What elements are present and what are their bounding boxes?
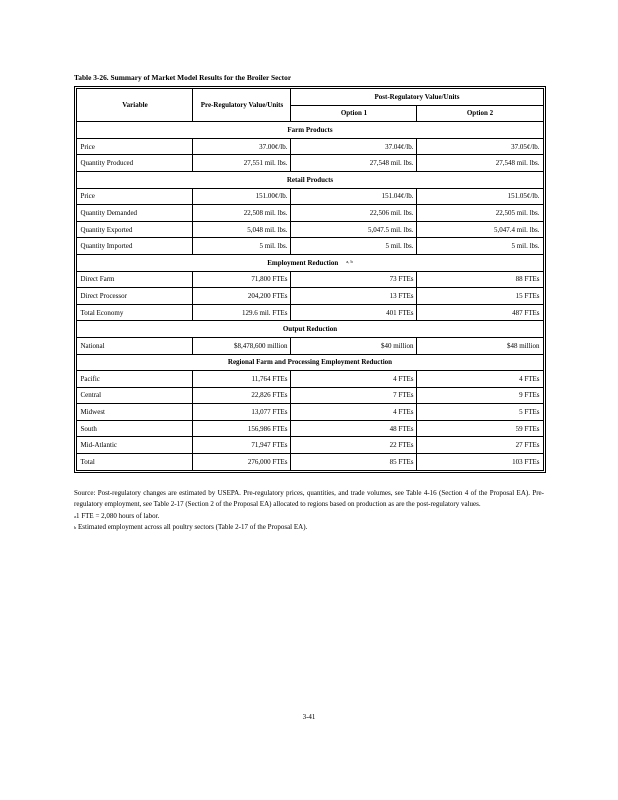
pre-regulatory-value: 71,947 FTEs	[193, 437, 291, 454]
source-note: Source: Post-regulatory changes are estimated by USEPA. Pre-regulatory prices, quantities, and trade volumes, see Table 4-16 (Section 4 of the Proposal EA). Pre-regulatory employment, see Table 2-17 (Section 2 of the Proposal EA) allocated to regions based on production as are the post-regulatory values.	[74, 489, 544, 509]
pre-regulatory-value: 37.00¢/lb.	[193, 138, 291, 155]
option-1-value: 7 FTEs	[291, 387, 417, 404]
section-header-row	[77, 321, 543, 338]
section-header-row	[77, 354, 543, 371]
table-caption: Table 3-26. Summary of Market Model Results for the Broiler Sector	[74, 73, 292, 82]
row-label: National	[77, 337, 193, 354]
table-row	[77, 404, 543, 421]
table-row	[77, 155, 543, 172]
option-2-value: 5 mil. lbs.	[417, 238, 543, 255]
option-2-value: 9 FTEs	[417, 387, 543, 404]
option-1-value: $40 million	[291, 337, 417, 354]
option-1-value: 85 FTEs	[291, 454, 417, 471]
option-2-value: 103 FTEs	[417, 454, 543, 471]
row-label: Total	[77, 454, 193, 471]
option-1-value: 5 mil. lbs.	[291, 238, 417, 255]
row-label: Quantity Exported	[77, 221, 193, 238]
table-row	[77, 238, 543, 255]
footnote-b-text: Estimated employment across all poultry sectors (Table 2-17 of the Proposal EA).	[78, 523, 308, 532]
option-2-value: 5 FTEs	[417, 404, 543, 421]
option-1-value: 73 FTEs	[291, 271, 417, 288]
table-row	[77, 371, 543, 388]
row-label: Quantity Demanded	[77, 205, 193, 222]
row-label: Direct Processor	[77, 288, 193, 305]
option-2-value: 22,505 mil. lbs.	[417, 205, 543, 222]
table-row	[77, 138, 543, 155]
variable-header: Variable	[77, 89, 193, 122]
pre-regulatory-value: 27,551 mil. lbs.	[193, 155, 291, 172]
option-2-header: Option 2	[417, 105, 543, 122]
option-2-value: 5,047.4 mil. lbs.	[417, 221, 543, 238]
pre-regulatory-value: 71,800 FTEs	[193, 271, 291, 288]
row-label: Direct Farm	[77, 271, 193, 288]
table-frame	[74, 86, 546, 473]
section-header-row	[77, 171, 543, 188]
table-row	[77, 221, 543, 238]
row-label: Total Economy	[77, 304, 193, 321]
option-1-value: 401 FTEs	[291, 304, 417, 321]
section-title-cell	[77, 122, 543, 139]
table-row	[77, 304, 543, 321]
row-label: Central	[77, 387, 193, 404]
pre-regulatory-value: 22,508 mil. lbs.	[193, 205, 291, 222]
option-1-value: 13 FTEs	[291, 288, 417, 305]
table-row	[77, 454, 543, 471]
option-1-value: 4 FTEs	[291, 404, 417, 421]
section-superscript: a, b	[346, 258, 353, 264]
table-body	[77, 122, 543, 470]
option-2-value: 15 FTEs	[417, 288, 543, 305]
section-header-row	[77, 254, 543, 271]
pre-regulatory-value: 156,986 FTEs	[193, 420, 291, 437]
pre-regulatory-header: Pre-Regulatory Value/Units	[193, 89, 291, 122]
table-row	[77, 420, 543, 437]
pre-regulatory-value: 204,200 FTEs	[193, 288, 291, 305]
option-1-value: 4 FTEs	[291, 371, 417, 388]
section-title-cell	[77, 354, 543, 371]
section-title: Farm Products	[287, 125, 333, 134]
row-label: Pacific	[77, 371, 193, 388]
section-header-row	[77, 122, 543, 139]
row-label: Price	[77, 138, 193, 155]
option-2-value: 88 FTEs	[417, 271, 543, 288]
row-label: South	[77, 420, 193, 437]
table-row	[77, 188, 543, 205]
option-1-value: 151.04¢/lb.	[291, 188, 417, 205]
post-regulatory-header: Post-Regulatory Value/Units	[291, 89, 543, 106]
option-2-value: $48 million	[417, 337, 543, 354]
pre-regulatory-value: 22,826 FTEs	[193, 387, 291, 404]
table-notes	[74, 488, 544, 534]
pre-regulatory-value: $8,478,600 million	[193, 337, 291, 354]
option-1-value: 22 FTEs	[291, 437, 417, 454]
section-title: Regional Farm and Processing Employment Reduction	[227, 358, 393, 367]
option-1-value: 48 FTEs	[291, 420, 417, 437]
option-1-value: 22,506 mil. lbs.	[291, 205, 417, 222]
section-title-cell	[77, 254, 543, 271]
row-label: Quantity Imported	[77, 238, 193, 255]
page-number: 3-41	[302, 713, 316, 721]
table-row	[77, 437, 543, 454]
section-title-cell	[77, 321, 543, 338]
row-label: Midwest	[77, 404, 193, 421]
option-2-value: 4 FTEs	[417, 371, 543, 388]
footnote-a	[74, 511, 544, 522]
option-2-value: 37.05¢/lb.	[417, 138, 543, 155]
table-row	[77, 387, 543, 404]
option-1-header: Option 1	[291, 105, 417, 122]
table-row	[77, 271, 543, 288]
option-2-value: 27,548 mil. lbs.	[417, 155, 543, 172]
pre-regulatory-value: 276,000 FTEs	[193, 454, 291, 471]
footnote-b-marker: b	[74, 525, 77, 531]
option-1-value: 37.04¢/lb.	[291, 138, 417, 155]
pre-regulatory-value: 11,764 FTEs	[193, 371, 291, 388]
table-row	[77, 288, 543, 305]
footnote-a-text: 1 FTE = 2,080 hours of labor.	[76, 511, 160, 520]
option-2-value: 151.05¢/lb.	[417, 188, 543, 205]
option-1-value: 5,047.5 mil. lbs.	[291, 221, 417, 238]
option-2-value: 27 FTEs	[417, 437, 543, 454]
pre-regulatory-value: 13,077 FTEs	[193, 404, 291, 421]
pre-regulatory-value: 5 mil. lbs.	[193, 238, 291, 255]
section-title: Retail Products	[286, 175, 334, 184]
section-title: Employment Reduction	[267, 258, 339, 267]
row-label: Quantity Produced	[77, 155, 193, 172]
option-2-value: 487 FTEs	[417, 304, 543, 321]
row-label: Mid-Atlantic	[77, 437, 193, 454]
footnote-b	[74, 522, 544, 533]
row-label: Price	[77, 188, 193, 205]
option-1-value: 27,548 mil. lbs.	[291, 155, 417, 172]
section-title: Output Reduction	[282, 325, 338, 334]
pre-regulatory-value: 5,048 mil. lbs.	[193, 221, 291, 238]
section-title-cell	[77, 171, 543, 188]
pre-regulatory-value: 129.6 mil. FTEs	[193, 304, 291, 321]
table-row	[77, 337, 543, 354]
option-2-value: 59 FTEs	[417, 420, 543, 437]
table-row	[77, 205, 543, 222]
market-model-table	[76, 88, 543, 471]
footnote-a-marker: a	[74, 513, 76, 519]
pre-regulatory-value: 151.00¢/lb.	[193, 188, 291, 205]
